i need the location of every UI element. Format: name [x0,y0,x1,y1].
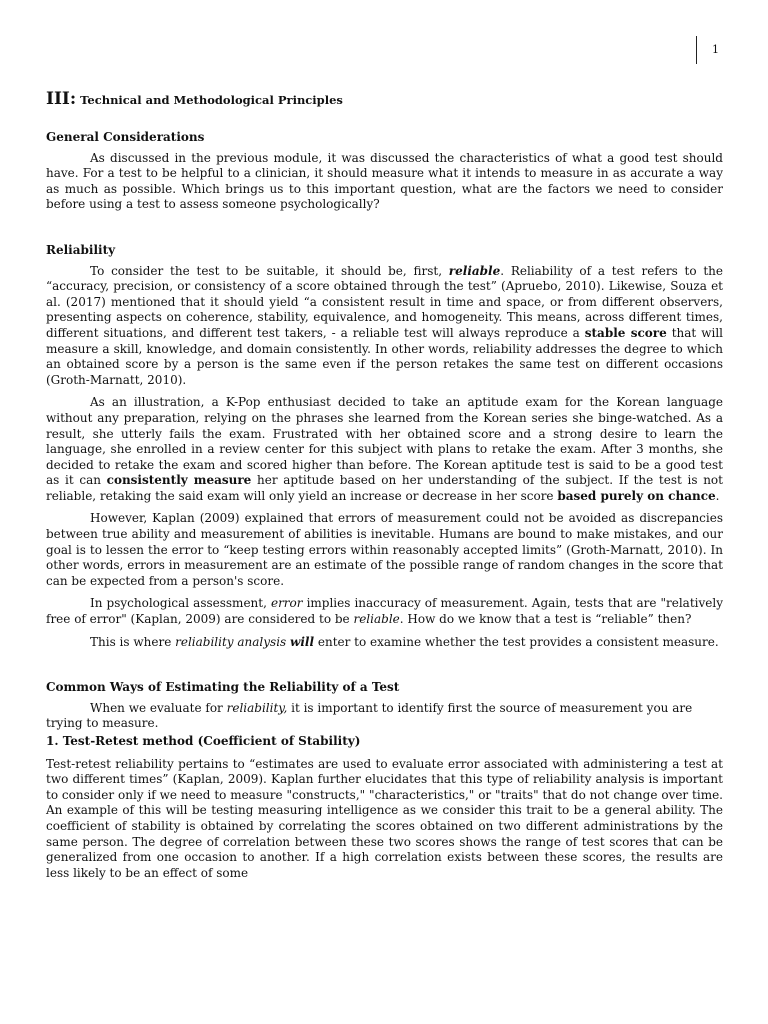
paragraph-test-retest: Test-retest reliability pertains to “estimates are used to evaluate error associated with administering a test at two different times” (Kaplan, 2009). Kaplan further elucidates that this type of reliability analysis is important to consider only if we need to measure "constructs," "characteristics," or "traits" that do not change over time. An example of this will be testing measuring intelligence as we consider this trait to be a general ability. The coefficient of stability is obtained by correlating the scores obtained on two different administrations by the same person. The degree of correlation between these two scores shows the range of test scores that can be generalized from one occasion to another. If a high correlation exists between these scores, the results are less likely to be an effect of some [46,756,723,880]
text-run: . [715,488,720,503]
heading-test-retest: 1. Test-Retest method (Coefficient of Stability) [46,734,361,748]
text-run: it is important to identify first the source of measurement you are trying to measure. [46,700,693,731]
emphasis-reliability-comma: reliability, [226,700,288,715]
text-run: that will measure a skill, knowledge, and domain consistently. In other words, reliability addresses the degree to which an obtained score by a person is the same even if the person retakes the same test on different occasions (Groth-Marnatt, 2010). [46,325,723,387]
paragraph-error-definition [46,596,723,627]
emphasis-consistently-measure: consistently measure [106,473,252,488]
paragraph-common-ways-intro [46,701,723,732]
heading-general-considerations: General Considerations [46,130,205,144]
text-run: her aptitude based on her understanding of the subject. If the test is not reliable, retaking the said exam will only yield an increase or decrease in her score [46,473,723,503]
text-run: In psychological assessment, [90,596,271,611]
emphasis-will: will [290,634,315,649]
text-run: . How do we know that a test is “reliable” then? [399,612,692,627]
text-run: To consider the test to be suitable, it should be, first, [90,263,449,278]
page-header [696,36,736,64]
text-run: enter to examine whether the test provides a consistent measure. [314,634,719,649]
document-body [46,88,723,881]
heading-common-ways: Common Ways of Estimating the Reliability of a Test [46,680,400,695]
section-number: III: [46,89,77,109]
emphasis-reliability-analysis: reliability analysis [175,634,287,649]
paragraph-general-considerations: As discussed in the previous module, it was discussed the characteristics of what a good test should have. For a test to be helpful to a clinician, it should measure what it intends to measure in as accurate a way as much as possible. Which brings us to this important question, what are the factors we need to consider before using a test to assess someone psychologically? [46,150,723,212]
text-run: When we evaluate for [90,700,227,715]
paragraph-reliability-analysis [46,635,723,651]
paragraph-kpop-illustration [46,395,723,504]
section-heading [46,88,723,111]
emphasis-stable-score: stable score [584,325,667,340]
section-title: Technical and Methodological Principles [80,93,343,107]
paragraph-reliability-definition [46,264,723,389]
page-number: 1 [712,43,719,56]
text-run: implies inaccuracy of measurement. Again, tests that are "relatively free of error" (Kaplan, 2009) are considered to be [46,596,723,627]
text-run: This is where [90,634,176,649]
emphasis-reliable: reliable [448,263,501,278]
heading-reliability: Reliability [46,242,116,257]
text-run: As an illustration, a K-Pop enthusiast decided to take an aptitude exam for the Korean language without any preparation, relying on the phrases she learned from the Korean series she binge-watched. As a result, she utterly fails the exam. Frustrated with her obtained score and a strong desire to learn the language, she enrolled in a review center for this subject with plans to retake the exam. After 3 months, she decided to retake the exam and scored higher than before. The Korean aptitude test is said to be a good test as it can [46,395,723,488]
header-divider [696,36,697,64]
paragraph-measurement-error: However, Kaplan (2009) explained that errors of measurement could not be avoided as discrepancies between true ability and measurement of abilities is inevitable. Humans are bound to make mistakes, and our goal is to lessen the error to “keep testing errors within reasonably accepted limits” (Groth-Marnatt, 2010). In other words, errors in measurement are an estimate of the possible range of random changes in the score that can be expected from a person's score. [46,511,723,588]
emphasis-error: error [270,596,303,611]
text-run: . Reliability of a test refers to the “accuracy, precision, or consistency of a score obtained through the test” (Apruebo, 2010). Likewise, Souza et al. (2017) mentioned that it should yield “a consistent result in time and space, or from different observers, presenting aspects on coherence, stability, equivalence, and homogeneity. This means, across different times, different situations, and different test takers, - a reliable test will always reproduce a [46,263,724,340]
emphasis-reliable-italic: reliable [353,612,400,627]
emphasis-based-on-chance: based purely on chance [557,488,716,503]
